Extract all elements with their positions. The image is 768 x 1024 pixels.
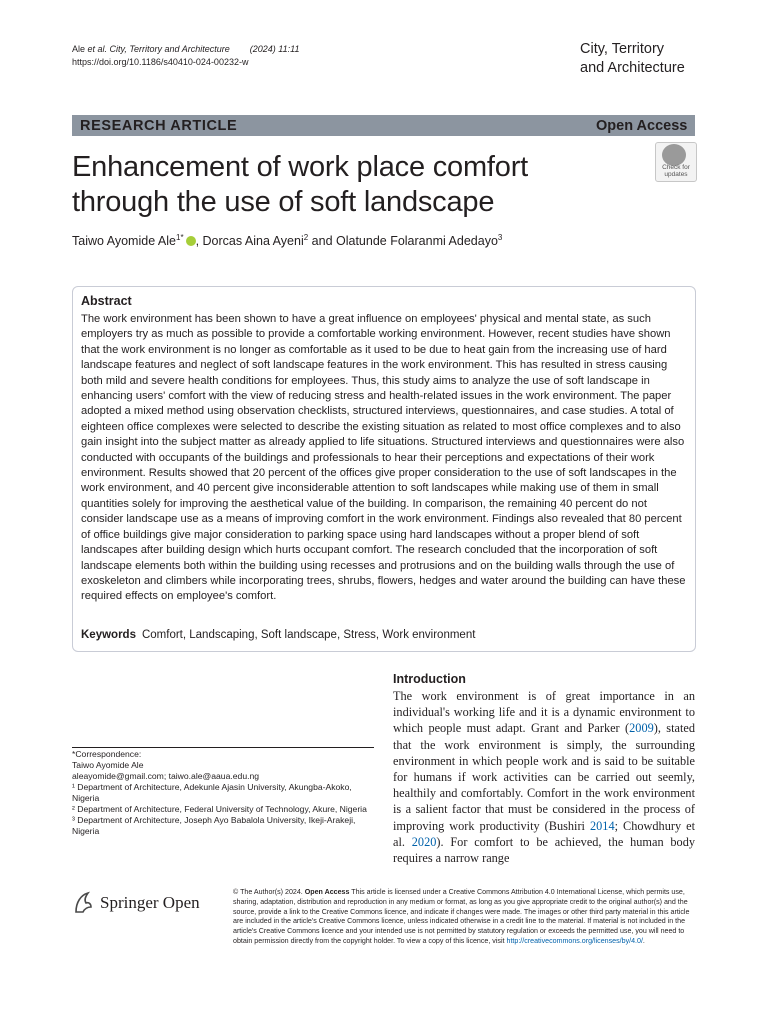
citation-journal: et al. City, Territory and Architecture bbox=[87, 44, 230, 54]
journal-name-line1: City, Territory bbox=[580, 41, 665, 57]
author-affiliation-mark: 2 bbox=[303, 233, 309, 242]
intro-text: ). For comfort to be achieved, the human body requires a narrow range bbox=[393, 834, 696, 866]
license-body: This article is licensed under a Creative Commons Attribution 4.0 International License, which permits use, sharing, adaptation, distribution and reproduction in any medium or format, as long as you give appropriate credit to the original author(s) and the source, provide a link to the Creative Commons licence, and indicate if changes were made. The images or other third party material in this article are included in the article's Creative Commons licence, unless indicated otherwise in a credit line to the material. If material is not included in the article's Creative Commons licence and your intended use is not permitted by statutory regulation or exceeds the permitted use, you will need to obtain permission directly from the copyright holder. To view a copy of this licence, visit bbox=[233, 888, 690, 945]
orcid-icon[interactable] bbox=[186, 236, 196, 246]
affiliation-3: ³ Department of Architecture, Joseph Ayo Babalola University, Ikeji-Arakeji, Nigeria bbox=[72, 815, 356, 836]
correspondence-label: *Correspondence: bbox=[72, 749, 142, 759]
open-access-label: Open Access bbox=[596, 118, 688, 134]
check-for-updates-icon bbox=[662, 144, 686, 166]
journal-name bbox=[580, 40, 685, 78]
springer-horse-icon bbox=[72, 890, 94, 914]
journal-name-line2: and Architecture bbox=[580, 60, 685, 76]
citation-link[interactable]: 2014 bbox=[590, 818, 615, 833]
author-name: and Olatunde Folaranmi Adedayo bbox=[308, 234, 498, 249]
license-link[interactable]: http://creativecommons.org/licenses/by/4.0/ bbox=[506, 936, 643, 945]
intro-text: ), stated that the work environment is simply, the surrounding environment in which people work and is said to be suitable for humans if work activities can be carried out seemly, healthily and comfortably. Comfort in the work environment is a salient factor that must be considered in the process of improving work productivity (Bushiri bbox=[393, 721, 695, 833]
keywords bbox=[81, 628, 475, 643]
author-name: Taiwo Ayomide Ale bbox=[72, 234, 176, 249]
article-type-label: RESEARCH ARTICLE bbox=[80, 118, 238, 134]
check-for-updates-text: Check for updates bbox=[662, 164, 690, 178]
license-end: . bbox=[642, 936, 645, 945]
affiliation-2: ² Department of Architecture, Federal University of Technology, Akure, Nigeria bbox=[72, 804, 367, 814]
correspondence-divider bbox=[72, 747, 374, 748]
abstract-heading: Abstract bbox=[81, 294, 132, 308]
author-affiliation-mark: 1* bbox=[176, 233, 184, 242]
author-list bbox=[72, 230, 502, 249]
correspondence-email[interactable]: aleayomide@gmail.com; taiwo.ale@aaua.edu.ng bbox=[72, 771, 260, 781]
citation-header bbox=[72, 43, 299, 69]
springer-open-logo: Springer Open bbox=[100, 893, 200, 912]
license-open-access: Open Access bbox=[304, 888, 350, 896]
introduction-heading: Introduction bbox=[393, 672, 466, 686]
intro-text: The work environment is of great importance in an individual's working life and it is a dynamic environment to which people must adapt. Grant and Parker ( bbox=[393, 689, 695, 736]
abstract-body: The work environment has been shown to have a great influence on employees' physical and mental state, as such employers try as much as possible to provide a comfortable working environment. However, recent studies have shown that the work environment is no longer as comfortable as it used to be due to heat gain from the increasing use of hard landscape features and neglect of soft landscape features in the work environment. This has resulted in stress causing both mild and severe health conditions for employees. Thus, this study aims to analyze the use of soft landscape in enhancing users' comfort with the view of reducing stress and health-related issues in the work environment. The paper adopted a mixed method using observation checklists, structured interviews, questionnaires, and case studies. A total of eighteen office complexes were selected to describe the existing situation as related to most office complexes and to also gain insight into the subject matter as already applied to life situations. Structured interviews and questionnaires were also conducted with occupants of the buildings and professionals to hear their perceptions and expectations of their work environment. Results showed that 20 percent of the offices give proper consideration to the use of soft landscapes in the work environment, and 40 percent give inconsiderable attention to soft landscapes while making use of them in small quantities solely for improving the aesthetical value of the building. In comparison, the remaining 40 percent do not consider landscape use as a means of improving comfort in the work environment. Findings also revealed that 80 percent of office buildings give major consideration to parking space using hard landscapes without a proper blend of soft landscapes after building design which hurts occupant comfort. The research concluded that the incorporation of soft landscape elements both within the building using recesses and protrusions and on the building walls through the use of exoskeleton and climbers while incorporating trees, shrubs, flowers, hedges and water around the building can have these required effects on employee's comfort. bbox=[81, 313, 686, 603]
citation-link[interactable]: 2009 bbox=[629, 721, 654, 736]
citation-link[interactable]: 2020 bbox=[411, 834, 437, 849]
license-copyright: © The Author(s) 2024. bbox=[233, 888, 305, 896]
introduction-paragraph bbox=[393, 688, 695, 866]
keywords-label: Keywords bbox=[81, 629, 136, 641]
intro-text: ; Chowdhury et al. bbox=[393, 818, 695, 849]
correspondence-name: Taiwo Ayomide Ale bbox=[72, 760, 144, 770]
affiliation-1: ¹ Department of Architecture, Adekunle Ajasin University, Akungba-Akoko, Nigeria bbox=[72, 782, 352, 803]
keywords-list: Comfort, Landscaping, Soft landscape, Stress, Work environment bbox=[141, 629, 476, 641]
doi-link[interactable]: https://doi.org/10.1186/s40410-024-00232-w bbox=[72, 57, 249, 67]
license-text bbox=[233, 888, 695, 947]
article-title: Enhancement of work place comfort through the use of soft landscape bbox=[72, 151, 529, 218]
citation-authors: Ale bbox=[72, 44, 88, 54]
author-affiliation-mark: 3 bbox=[497, 233, 503, 242]
author-name: , Dorcas Aina Ayeni bbox=[195, 234, 304, 249]
correspondence-block bbox=[72, 749, 374, 837]
citation-year: (2024) 11:11 bbox=[249, 44, 300, 54]
